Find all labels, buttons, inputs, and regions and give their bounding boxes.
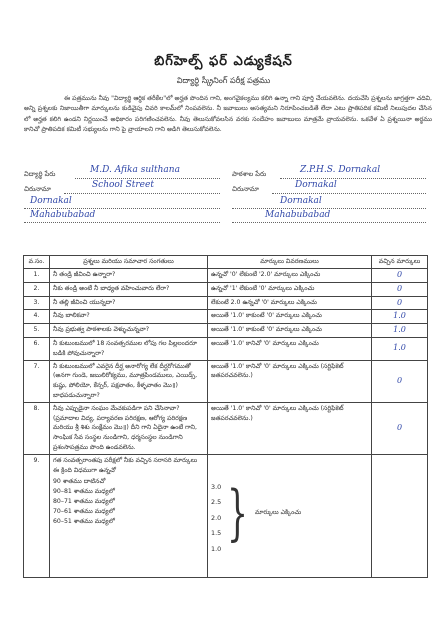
grade-item: 90 శాతము దాటినచో	[53, 478, 106, 486]
header-marks-description: మార్కులు వివరణములు	[208, 256, 372, 269]
row-question: నీవు ఎప్పుడైనా సంఘం మేచకుపడిగా పని చేసినావా? (ప్రమాదాల విద్య, పర్యావరణ పరిరక్షణ, ఆరోగ్య పరిరక్షణ మరియు శ్రీ శిశు సంక్షేమం మొ॥) దీని గాని ఏదైనా ఉంటే గాని, సాంఘిక సేవ సంస్థల నుండిగాని, ధర్మసంస్థల నుండిగాని ప్రశంసాపత్రము పొంది ఉండవలెను.	[50, 402, 208, 454]
row-number: 1.	[24, 269, 50, 283]
row-score-cell[interactable]	[372, 324, 428, 338]
row-question: నీవు ప్రభుత్వ పాఠశాలకు వెళ్ళుచున్నవా?	[50, 324, 208, 338]
school-name-label: పాఠశాల పేరు	[232, 170, 267, 178]
row-question: నీ తండ్రి జీవించి ఉన్నారా?	[50, 269, 208, 283]
row-score: 1.0	[393, 311, 406, 321]
school-address-line-1	[272, 193, 426, 194]
row-score: 0	[396, 270, 403, 279]
form-subtitle: విద్యార్థి స్క్రీనింగ్ పరీక్ష పత్రము	[176, 76, 271, 85]
row-question-grades	[50, 454, 208, 577]
grade-value: 3.0	[211, 482, 222, 491]
row-score: 0	[396, 375, 403, 385]
school-address-value-2[interactable]: Dornakal	[280, 196, 322, 206]
address-line-2	[24, 208, 220, 209]
row-number: 7.	[24, 360, 50, 402]
row-number: 5.	[24, 324, 50, 338]
address-value-3[interactable]: Mahabubabad	[30, 210, 96, 220]
row-question: నీవు బాలికవా?	[50, 310, 208, 324]
row-number: 2.	[24, 282, 50, 296]
grade-value: 1.5	[211, 529, 222, 538]
header-serial: వ.సం.	[24, 256, 50, 269]
row-score: 0	[396, 422, 403, 432]
address-value-2[interactable]: Dornakal	[30, 196, 72, 206]
row-score: 1.0	[393, 325, 406, 335]
school-name-value[interactable]: Z.P.H.S. Dornakal	[300, 165, 381, 175]
address-line-3	[24, 222, 220, 223]
grade-value: 1.0	[211, 544, 222, 553]
row-score-cell[interactable]	[372, 360, 428, 402]
row-marks-rule	[208, 454, 372, 577]
row-score: 0	[396, 297, 403, 307]
row-score-cell[interactable]	[372, 454, 428, 577]
table-row	[24, 360, 428, 402]
table-row	[24, 296, 428, 310]
row-marks-rule: అయితే '1.0' కానిచో '0' మార్కులు ఎక్కించు (సర్టిఫికెట్ జతపరచవలెను.)	[208, 402, 372, 454]
row-number: 8.	[24, 402, 50, 454]
row-question: నీ తల్లి జీవించి యున్నదా?	[50, 296, 208, 310]
address-label: చిరునామా	[24, 185, 51, 193]
table-row	[24, 269, 428, 283]
student-name-label: విద్యార్థి పేరు	[24, 170, 56, 178]
row-score-cell[interactable]	[372, 337, 428, 360]
header-questions: ప్రశ్నలు మరియు సమాచార సంగతులు	[50, 256, 208, 269]
grade-value: 2.0	[211, 513, 222, 522]
row-question: నీకు తండ్రి అంటే నీ బాధ్యత వహించువారు లేరా?	[50, 282, 208, 296]
school-address-value-3[interactable]: Mahabubabad	[265, 210, 331, 220]
row-marks-rule: ఉన్నచో '1' లేకుంటే '0' మార్కులు ఎక్కించు	[208, 282, 372, 296]
row-score-cell[interactable]	[372, 282, 428, 296]
school-address-line-2	[232, 208, 426, 209]
table-row	[24, 282, 428, 296]
row-score: 1.0	[393, 343, 406, 353]
form-title: బిగ్‌హెల్ప్ ఫర్ ఎడ్యుకేషన్	[154, 54, 293, 69]
row-number: 9.	[24, 454, 50, 577]
grade-item: 90–81 శాతము మధ్యలో	[53, 488, 115, 496]
address-value-1[interactable]: School Street	[92, 180, 154, 190]
grade-values	[211, 480, 221, 558]
school-address-line-3	[232, 222, 426, 223]
table-row	[24, 454, 428, 577]
table-row	[24, 402, 428, 454]
table-row	[24, 337, 428, 360]
grades-intro: గత సంవత్సరాంతపు పరీక్షలో నీకు వచ్చిన సరాసరి మార్కులు ఈ క్రింది విధముగా ఉన్నచో	[53, 456, 198, 474]
grade-item: 60–51 శాతము మధ్యలో	[53, 517, 115, 525]
row-score-cell[interactable]	[372, 296, 428, 310]
row-number: 4.	[24, 310, 50, 324]
student-name-line	[75, 178, 220, 179]
school-address-label: చిరునామా	[232, 185, 259, 193]
grade-item: 70–61 శాతము మధ్యలో	[53, 507, 115, 515]
table-header-row	[24, 256, 428, 269]
row-marks-rule: అయితే '1.0' కానిచో '0' మార్కులు ఎక్కించు	[208, 337, 372, 360]
header-marks-obtained: వచ్చిన మార్కులు	[372, 256, 428, 269]
row-score-cell[interactable]	[372, 269, 428, 283]
grade-value: 2.5	[211, 498, 222, 507]
row-marks-rule: అయితే '1.0' కాకుంటే '0' మార్కులు ఎక్కించు	[208, 324, 372, 338]
row-question: నీ కుటుంబములో ఎవరైన దీర్ఘ అనారోగ్య లేక దీర్ఘరోగముతో (అనగా గుండె, జబులిరోక్యము, మూత్రపిండములు, ఎయిడ్స్, కుష్టు, పోలియో, కేన్సర్, పక్షవాతం, కీళ్ళవాతం మొ॥) బాధపడుచున్నారా?	[50, 360, 208, 402]
row-score-cell[interactable]	[372, 310, 428, 324]
row-number: 6.	[24, 337, 50, 360]
school-address-value-1[interactable]: Dornakal	[295, 180, 337, 190]
instructions-paragraph: ఈ పత్రమును నీవు "విద్యార్థి ఆర్థిక తరీకేల"లో అర్హత పొందిన గాని, అంగవైకల్యము కలిగి ఉన్నా గాని పూర్తి చేయవలెను. దయచేసి ప్రశ్నలను జాగ్రత్తగా చదివి, అన్ని ప్రశ్నలకు నిజాయితీగా మార్కులను కుడివైపు చివరి కాలమ్‌లో నింపవలెను. నీ జవాబులు అసత్యమని నిరూపించబడితే లేదా ఎటు ప్రాతిపదిక కమిటీ నిలుపుదల చేసిన లో అర్హత కలిగి ఉండని నిర్ణయించే అధికారం పరిగణించవలెను. నీవు తెలుసుకోవలసిన వరకు సందేహం జవాబులు మాత్రమే వ్రాయవలెను. ఒకవేళ ఏ ప్రశ్నయినా అర్థము కానిచో ప్రాతిపదిక కమిటీ సభ్యులను గాని పై వ్రాయాలని గాని అడిగి తెలుసుకోవలెను.	[24, 95, 432, 133]
school-name-line	[280, 178, 426, 179]
screening-table	[23, 255, 428, 578]
row-marks-rule: ఉన్నచో '0' లేకుంటే '2.0' మార్కులు ఎక్కించు	[208, 269, 372, 283]
curly-brace-icon: }	[227, 477, 249, 548]
row-score: 0	[396, 283, 403, 293]
address-line-1	[64, 193, 220, 194]
grade-item: 80–71 శాతము మధ్యలో	[53, 497, 115, 505]
marks-instruction: మార్కులు ఎక్కించు	[255, 508, 302, 516]
row-number: 3.	[24, 296, 50, 310]
row-score-cell[interactable]	[372, 402, 428, 454]
row-marks-rule: అయితే '1.0' కాకుంటే '0' మార్కులు ఎక్కించు	[208, 310, 372, 324]
row-question: నీ కుటుంబములో 18 సంవత్సరముల లోపు గల పిల్లలందరూ బడికి పోవుచున్నారా?	[50, 337, 208, 360]
table-row	[24, 310, 428, 324]
table-row	[24, 324, 428, 338]
row-marks-rule: లేకుంటే 2.0 ఉన్నచో '0' మార్కులు ఎక్కించు	[208, 296, 372, 310]
student-name-value[interactable]: M.D. Afika sulthana	[90, 165, 180, 175]
row-marks-rule: అయితే '1.0' కానిచో '0' మార్కులు ఎక్కించు (సర్టిఫికెట్ జతపరచవలెను.)	[208, 360, 372, 402]
